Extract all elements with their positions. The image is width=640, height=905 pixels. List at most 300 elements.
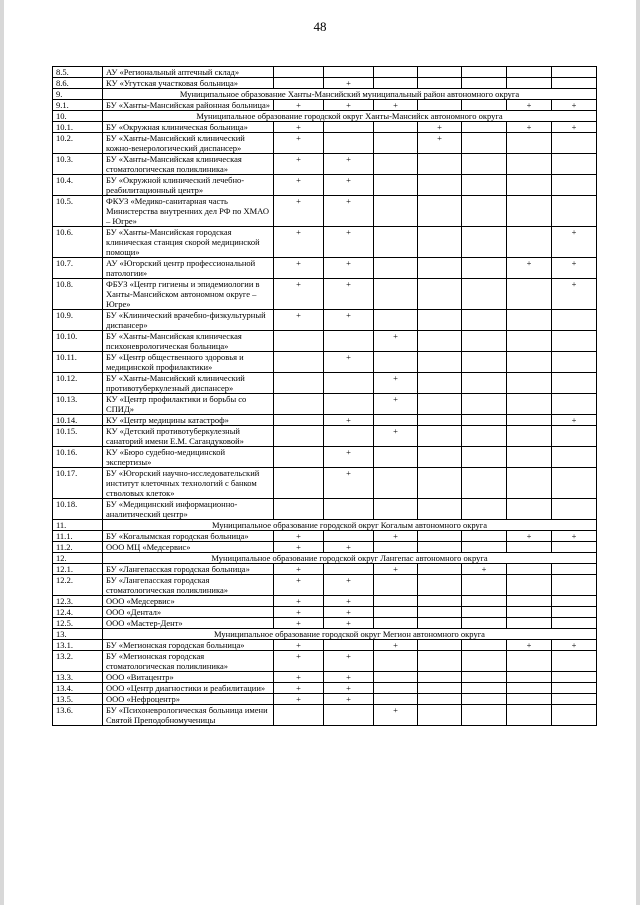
table-row	[53, 394, 597, 415]
mark-cell	[274, 426, 324, 447]
mark-cell: +	[374, 394, 418, 415]
table-body	[53, 67, 597, 726]
mark-cell: +	[274, 607, 324, 618]
row-number: 12.1.	[53, 564, 103, 575]
mark-cell	[374, 133, 418, 154]
row-number: 12.2.	[53, 575, 103, 596]
mark-cell	[274, 415, 324, 426]
table-row	[53, 705, 597, 726]
table-row	[53, 227, 597, 258]
mark-cell: +	[274, 694, 324, 705]
row-number: 10.6.	[53, 227, 103, 258]
facility-name: КУ «Центр медицины катастроф»	[103, 415, 274, 426]
facility-name: БУ «Клинический врачебно-физкультурный диспансер»	[103, 310, 274, 331]
mark-cell	[552, 133, 597, 154]
mark-cell: +	[374, 426, 418, 447]
mark-cell	[374, 607, 418, 618]
mark-cell	[418, 447, 462, 468]
mark-cell: +	[374, 564, 418, 575]
table-row	[53, 640, 597, 651]
mark-cell: +	[324, 596, 374, 607]
mark-cell	[462, 499, 507, 520]
mark-cell	[552, 154, 597, 175]
mark-cell	[418, 100, 462, 111]
section-number: 12.	[53, 553, 103, 564]
row-number: 12.4.	[53, 607, 103, 618]
mark-cell	[462, 640, 507, 651]
facility-name: БУ «Ханты-Мансийская районная больница»	[103, 100, 274, 111]
mark-cell	[374, 175, 418, 196]
mark-cell	[552, 196, 597, 227]
mark-cell: +	[552, 122, 597, 133]
table-row	[53, 426, 597, 447]
facility-name: БУ «Ханты-Мансийская клиническая психоневрологическая больница»	[103, 331, 274, 352]
mark-cell: +	[324, 258, 374, 279]
mark-cell	[274, 447, 324, 468]
table-row	[53, 154, 597, 175]
mark-cell: +	[324, 415, 374, 426]
mark-cell	[374, 415, 418, 426]
mark-cell	[462, 175, 507, 196]
mark-cell	[462, 596, 507, 607]
mark-cell	[462, 310, 507, 331]
facility-name: БУ «Психоневрологическая больница имени Святой Преподобномученицы	[103, 705, 274, 726]
mark-cell	[507, 705, 552, 726]
mark-cell: +	[274, 122, 324, 133]
mark-cell	[324, 122, 374, 133]
mark-cell	[462, 468, 507, 499]
mark-cell: +	[274, 672, 324, 683]
mark-cell	[418, 705, 462, 726]
facility-name: БУ «Ханты-Мансийская клиническая стоматологическая поликлиника»	[103, 154, 274, 175]
mark-cell	[418, 78, 462, 89]
table-row	[53, 651, 597, 672]
scan-edge-left	[0, 0, 4, 905]
facility-name: ООО «Мастер-Дент»	[103, 618, 274, 629]
row-number: 10.17.	[53, 468, 103, 499]
mark-cell	[552, 596, 597, 607]
mark-cell	[552, 564, 597, 575]
mark-cell: +	[274, 640, 324, 651]
table-row	[53, 310, 597, 331]
facility-name: БУ «Окружная клиническая больница»	[103, 122, 274, 133]
mark-cell	[507, 683, 552, 694]
mark-cell	[507, 227, 552, 258]
mark-cell	[552, 426, 597, 447]
mark-cell	[552, 447, 597, 468]
section-number: 13.	[53, 629, 103, 640]
table-row	[53, 279, 597, 310]
mark-cell: +	[324, 683, 374, 694]
facility-name: ФКУЗ «Медико-санитарная часть Министерства внутренних дел РФ по ХМАО – Югре»	[103, 196, 274, 227]
mark-cell	[552, 352, 597, 373]
mark-cell: +	[507, 122, 552, 133]
facility-name: БУ «Югорский научно-исследовательский институт клеточных технологий с банком стволовых клеток»	[103, 468, 274, 499]
mark-cell	[462, 415, 507, 426]
mark-cell	[374, 447, 418, 468]
row-number: 13.3.	[53, 672, 103, 683]
mark-cell	[552, 67, 597, 78]
mark-cell	[552, 607, 597, 618]
mark-cell	[324, 394, 374, 415]
mark-cell	[552, 394, 597, 415]
table-row	[53, 122, 597, 133]
facility-name: БУ «Когалымская городская больница»	[103, 531, 274, 542]
mark-cell	[552, 499, 597, 520]
mark-cell	[418, 564, 462, 575]
mark-cell	[418, 607, 462, 618]
facility-name: ООО «Медсервис»	[103, 596, 274, 607]
mark-cell: +	[324, 575, 374, 596]
mark-cell	[552, 705, 597, 726]
mark-cell	[418, 415, 462, 426]
row-number: 10.16.	[53, 447, 103, 468]
mark-cell	[374, 78, 418, 89]
mark-cell: +	[374, 640, 418, 651]
mark-cell	[462, 67, 507, 78]
mark-cell	[418, 394, 462, 415]
mark-cell	[507, 279, 552, 310]
mark-cell	[274, 499, 324, 520]
mark-cell: +	[274, 227, 324, 258]
mark-cell: +	[324, 175, 374, 196]
mark-cell	[507, 415, 552, 426]
section-title: Муниципальное образование городской округ Когалым автономного округа	[103, 520, 597, 531]
facility-name: БУ «Центр общественного здоровья и медицинской профилактики»	[103, 352, 274, 373]
mark-cell	[324, 705, 374, 726]
mark-cell	[552, 694, 597, 705]
mark-cell	[552, 542, 597, 553]
mark-cell: +	[324, 542, 374, 553]
table-row	[53, 607, 597, 618]
mark-cell: +	[507, 531, 552, 542]
table-row	[53, 672, 597, 683]
table-row	[53, 499, 597, 520]
mark-cell: +	[274, 531, 324, 542]
facility-name: БУ «Мегионская городская больница»	[103, 640, 274, 651]
mark-cell	[418, 531, 462, 542]
mark-cell	[418, 683, 462, 694]
row-number: 8.6.	[53, 78, 103, 89]
mark-cell	[507, 651, 552, 672]
mark-cell: +	[274, 175, 324, 196]
mark-cell	[552, 175, 597, 196]
row-number: 10.12.	[53, 373, 103, 394]
mark-cell	[462, 705, 507, 726]
mark-cell: +	[324, 651, 374, 672]
mark-cell	[462, 447, 507, 468]
mark-cell	[374, 596, 418, 607]
facility-name: БУ «Медицинский информационно-аналитический центр»	[103, 499, 274, 520]
mark-cell: +	[324, 447, 374, 468]
mark-cell	[374, 683, 418, 694]
mark-cell	[374, 575, 418, 596]
section-number: 10.	[53, 111, 103, 122]
row-number: 10.18.	[53, 499, 103, 520]
mark-cell	[462, 607, 507, 618]
table-row	[53, 575, 597, 596]
mark-cell	[274, 705, 324, 726]
table-row	[53, 542, 597, 553]
mark-cell	[507, 154, 552, 175]
section-number: 9.	[53, 89, 103, 100]
mark-cell	[462, 154, 507, 175]
table-row	[53, 100, 597, 111]
table-row	[53, 564, 597, 575]
mark-cell	[418, 618, 462, 629]
facility-name: КУ «Бюро судебно-медицинской экспертизы»	[103, 447, 274, 468]
mark-cell	[552, 683, 597, 694]
mark-cell	[324, 373, 374, 394]
mark-cell: +	[324, 154, 374, 175]
mark-cell	[507, 310, 552, 331]
mark-cell: +	[324, 672, 374, 683]
mark-cell	[418, 67, 462, 78]
mark-cell	[374, 672, 418, 683]
facility-name: ООО «Дентал»	[103, 607, 274, 618]
mark-cell	[418, 175, 462, 196]
mark-cell	[374, 279, 418, 310]
mark-cell	[324, 426, 374, 447]
section-row	[53, 520, 597, 531]
row-number: 9.1.	[53, 100, 103, 111]
row-number: 13.1.	[53, 640, 103, 651]
mark-cell	[462, 258, 507, 279]
facility-name: ООО «Центр диагностики и реабилитации»	[103, 683, 274, 694]
mark-cell	[552, 575, 597, 596]
row-number: 10.11.	[53, 352, 103, 373]
mark-cell	[462, 683, 507, 694]
mark-cell	[552, 672, 597, 683]
mark-cell: +	[274, 596, 324, 607]
facility-name: КУ «Центр профилактики и борьбы со СПИД»	[103, 394, 274, 415]
row-number: 12.5.	[53, 618, 103, 629]
mark-cell	[418, 279, 462, 310]
mark-cell: +	[324, 279, 374, 310]
mark-cell: +	[374, 531, 418, 542]
table-row	[53, 67, 597, 78]
mark-cell	[324, 564, 374, 575]
mark-cell	[462, 373, 507, 394]
mark-cell	[274, 394, 324, 415]
mark-cell	[374, 542, 418, 553]
section-title: Муниципальное образование городской округ Лангепас автономного округа	[103, 553, 597, 564]
mark-cell	[374, 352, 418, 373]
table-row	[53, 447, 597, 468]
mark-cell	[462, 651, 507, 672]
mark-cell	[507, 426, 552, 447]
mark-cell	[274, 67, 324, 78]
table-row	[53, 331, 597, 352]
mark-cell	[374, 468, 418, 499]
facility-name: ФБУЗ «Центр гигиены и эпидемиологии в Ханты-Мансийском автономном округе – Югре»	[103, 279, 274, 310]
mark-cell	[418, 426, 462, 447]
mark-cell: +	[552, 258, 597, 279]
row-number: 11.1.	[53, 531, 103, 542]
mark-cell	[418, 227, 462, 258]
mark-cell	[507, 575, 552, 596]
mark-cell	[507, 672, 552, 683]
mark-cell	[374, 196, 418, 227]
section-title: Муниципальное образование городской округ Ханты-Мансийск автономного округа	[103, 111, 597, 122]
table-row	[53, 618, 597, 629]
mark-cell	[507, 499, 552, 520]
mark-cell	[552, 618, 597, 629]
mark-cell	[324, 531, 374, 542]
row-number: 10.3.	[53, 154, 103, 175]
row-number: 13.2.	[53, 651, 103, 672]
mark-cell: +	[274, 618, 324, 629]
table-row	[53, 352, 597, 373]
mark-cell	[274, 373, 324, 394]
mark-cell: +	[324, 352, 374, 373]
mark-cell: +	[552, 415, 597, 426]
mark-cell	[418, 331, 462, 352]
facility-name: БУ «Ханты-Мансийская городская клиническая станция скорой медицинской помощи»	[103, 227, 274, 258]
row-number: 10.2.	[53, 133, 103, 154]
table-row	[53, 415, 597, 426]
mark-cell: +	[274, 258, 324, 279]
mark-cell: +	[274, 100, 324, 111]
mark-cell	[462, 531, 507, 542]
mark-cell: +	[324, 196, 374, 227]
mark-cell	[552, 78, 597, 89]
mark-cell	[418, 651, 462, 672]
table-row	[53, 373, 597, 394]
mark-cell	[507, 694, 552, 705]
mark-cell	[507, 67, 552, 78]
mark-cell	[462, 618, 507, 629]
mark-cell: +	[324, 618, 374, 629]
mark-cell	[418, 468, 462, 499]
mark-cell	[507, 564, 552, 575]
mark-cell	[418, 352, 462, 373]
row-number: 10.14.	[53, 415, 103, 426]
mark-cell	[374, 499, 418, 520]
mark-cell	[324, 331, 374, 352]
mark-cell: +	[507, 640, 552, 651]
row-number: 10.13.	[53, 394, 103, 415]
mark-cell: +	[274, 651, 324, 672]
row-number: 10.10.	[53, 331, 103, 352]
mark-cell: +	[552, 640, 597, 651]
mark-cell	[462, 227, 507, 258]
mark-cell	[507, 542, 552, 553]
mark-cell	[507, 468, 552, 499]
mark-cell	[274, 78, 324, 89]
table-row	[53, 596, 597, 607]
row-number: 11.2.	[53, 542, 103, 553]
mark-cell	[274, 331, 324, 352]
mark-cell	[418, 499, 462, 520]
mark-cell	[462, 694, 507, 705]
facility-name: ООО «Нефроцентр»	[103, 694, 274, 705]
mark-cell: +	[324, 468, 374, 499]
mark-cell	[507, 352, 552, 373]
mark-cell: +	[418, 133, 462, 154]
mark-cell	[374, 310, 418, 331]
scan-edge-right	[636, 0, 640, 905]
mark-cell	[324, 640, 374, 651]
facility-name: БУ «Ханты-Мансийский клинический кожно-венерологический диспансер»	[103, 133, 274, 154]
mark-cell	[552, 651, 597, 672]
facility-name: БУ «Лангепасская городская больница»	[103, 564, 274, 575]
mark-cell: +	[324, 310, 374, 331]
row-number: 10.7.	[53, 258, 103, 279]
mark-cell	[418, 542, 462, 553]
mark-cell: +	[274, 154, 324, 175]
row-number: 10.8.	[53, 279, 103, 310]
section-number: 11.	[53, 520, 103, 531]
section-row	[53, 89, 597, 100]
mark-cell	[462, 394, 507, 415]
mark-cell	[418, 373, 462, 394]
mark-cell	[552, 468, 597, 499]
row-number: 12.3.	[53, 596, 103, 607]
facility-name: АУ «Региональный аптечный склад»	[103, 67, 274, 78]
facility-name: БУ «Окружной клинический лечебно-реабилитационный центр»	[103, 175, 274, 196]
mark-cell: +	[274, 310, 324, 331]
mark-cell	[324, 499, 374, 520]
mark-cell	[418, 640, 462, 651]
row-number: 8.5.	[53, 67, 103, 78]
mark-cell: +	[274, 196, 324, 227]
table-row	[53, 258, 597, 279]
mark-cell	[552, 331, 597, 352]
facility-name: ООО МЦ «Медсервис»	[103, 542, 274, 553]
mark-cell	[507, 331, 552, 352]
mark-cell	[418, 694, 462, 705]
mark-cell	[462, 331, 507, 352]
table-row	[53, 175, 597, 196]
row-number: 13.5.	[53, 694, 103, 705]
mark-cell: +	[552, 100, 597, 111]
mark-cell	[507, 133, 552, 154]
mark-cell	[418, 672, 462, 683]
facility-name: КУ «Угутская участковая больница»	[103, 78, 274, 89]
row-number: 10.15.	[53, 426, 103, 447]
mark-cell	[462, 542, 507, 553]
mark-cell	[374, 651, 418, 672]
mark-cell	[462, 122, 507, 133]
table-row	[53, 133, 597, 154]
mark-cell: +	[274, 279, 324, 310]
mark-cell	[462, 426, 507, 447]
section-row	[53, 111, 597, 122]
mark-cell	[507, 607, 552, 618]
row-number: 10.5.	[53, 196, 103, 227]
facility-name: ООО «Витацентр»	[103, 672, 274, 683]
mark-cell	[274, 352, 324, 373]
mark-cell	[507, 447, 552, 468]
table-row	[53, 694, 597, 705]
mark-cell	[418, 575, 462, 596]
facility-name: АУ «Югорский центр профессиональной патологии»	[103, 258, 274, 279]
mark-cell	[374, 258, 418, 279]
mark-cell	[324, 133, 374, 154]
mark-cell: +	[552, 279, 597, 310]
mark-cell	[462, 279, 507, 310]
section-row	[53, 553, 597, 564]
mark-cell: +	[274, 133, 324, 154]
row-number: 13.4.	[53, 683, 103, 694]
mark-cell	[507, 196, 552, 227]
mark-cell	[418, 154, 462, 175]
table-row	[53, 196, 597, 227]
row-number: 10.4.	[53, 175, 103, 196]
mark-cell	[462, 672, 507, 683]
mark-cell	[324, 67, 374, 78]
